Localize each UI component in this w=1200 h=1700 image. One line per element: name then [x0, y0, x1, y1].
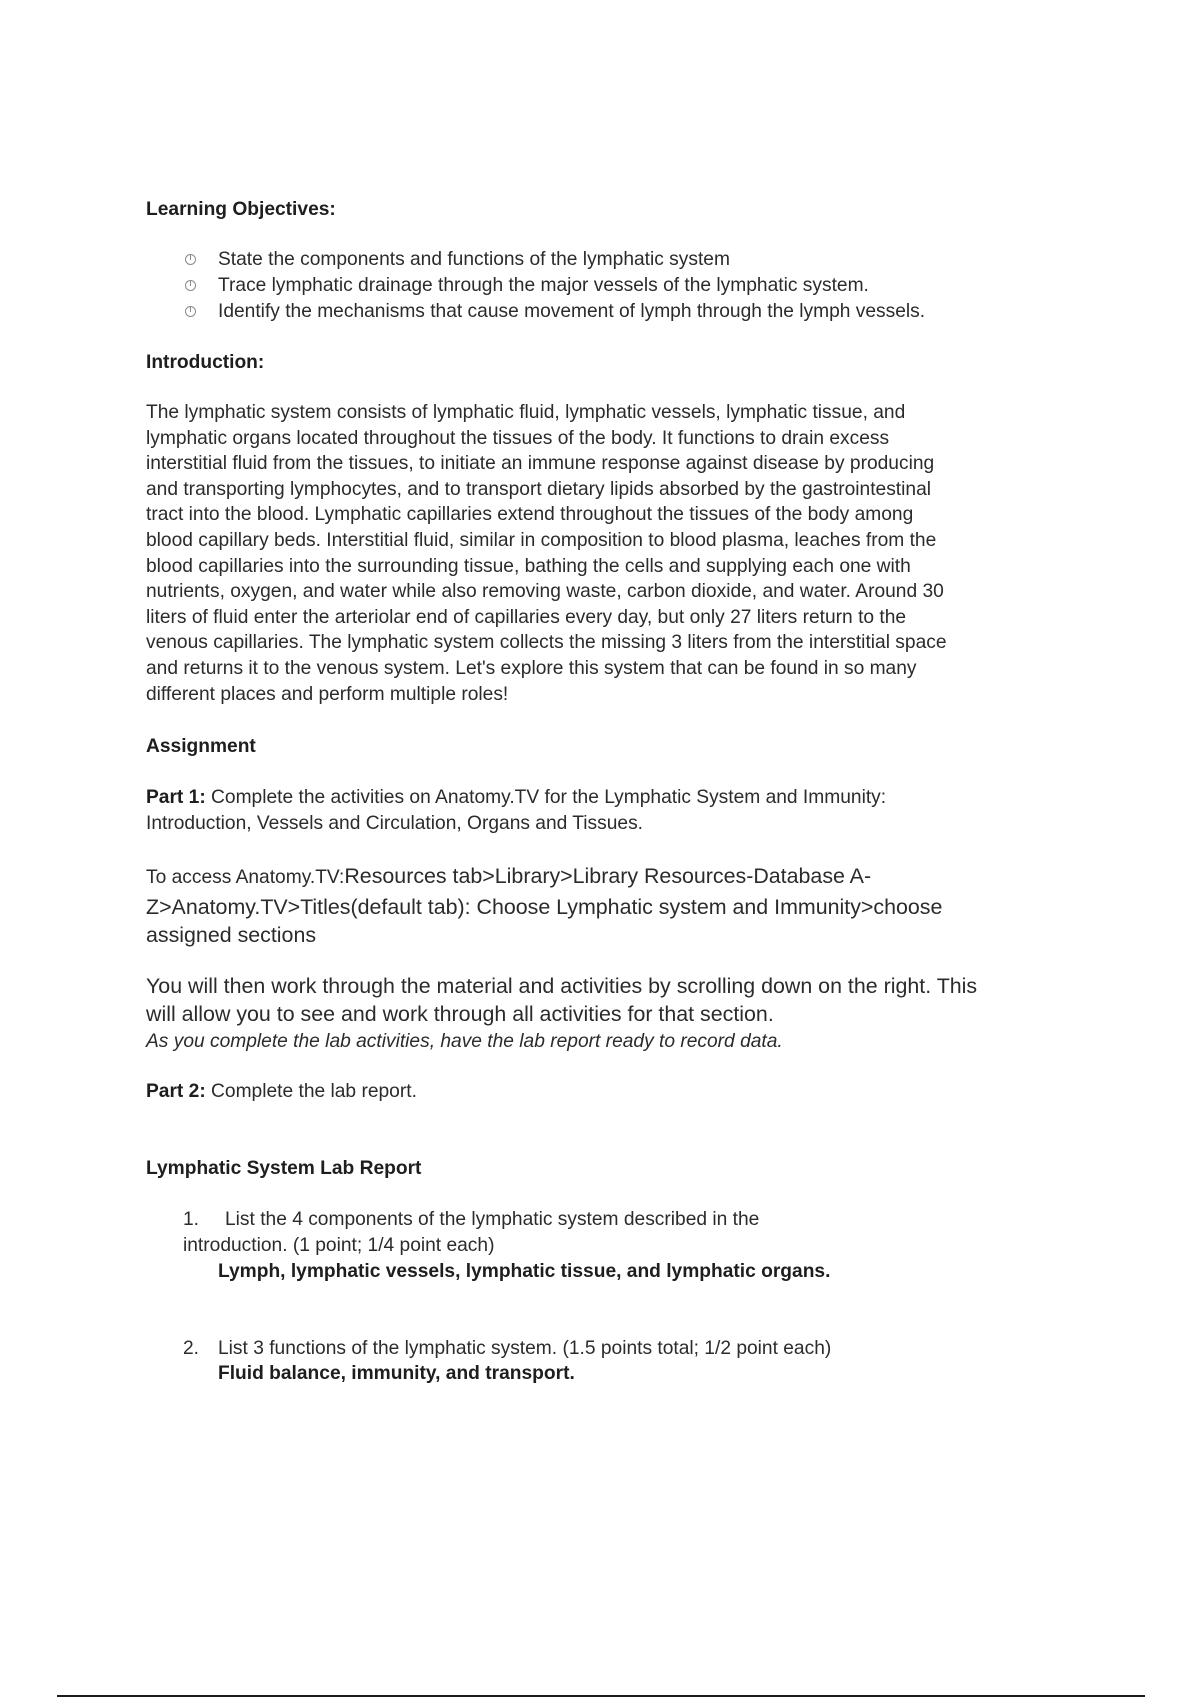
question-text: List the 4 components of the lymphatic system described in the: [225, 1209, 760, 1230]
question-text: List 3 functions of the lymphatic system. (1.5 points total; 1/2 point each): [218, 1338, 832, 1359]
part1-text: Complete the activities on Anatomy.TV for the Lymphatic System and Immunity:: [205, 787, 887, 808]
answer-text: Fluid balance, immunity, and transport.: [218, 1363, 575, 1384]
introduction-heading: Introduction:: [146, 352, 265, 373]
question-number: 1.: [183, 1209, 200, 1230]
part2-text: Complete the lab report.: [205, 1081, 417, 1102]
work-line: You will then work through the material and activities by scrolling down on the right. This: [146, 974, 978, 998]
access-prefix: To access Anatomy.TV:: [146, 867, 345, 888]
clock-bullet-icon: [185, 254, 196, 265]
question-text-line2: introduction. (1 point; 1/4 point each): [183, 1235, 495, 1256]
part1-text-line2: Introduction, Vessels and Circulation, Organs and Tissues.: [146, 812, 644, 834]
learning-objectives-heading: Learning Objectives:: [146, 199, 336, 220]
intro-line: blood capillary beds. Interstitial fluid, similar in composition to blood plasma, leaches from the: [146, 529, 937, 551]
intro-line: and returns it to the venous system. Let's explore this system that can be found in so many: [146, 657, 917, 679]
assignment-heading: Assignment: [146, 736, 256, 757]
intro-line: lymphatic organs located throughout the tissues of the body. It functions to drain excess: [146, 427, 890, 449]
objective-item: Trace lymphatic drainage through the major vessels of the lymphatic system.: [218, 275, 869, 296]
introduction-paragraph: [146, 400, 1086, 707]
answer-text: Lymph, lymphatic vessels, lymphatic tissue, and lymphatic organs.: [218, 1261, 831, 1282]
intro-line: liters of fluid enter the arteriolar end of capillaries every day, but only 27 liters return to the: [146, 606, 907, 628]
lab-report-heading: Lymphatic System Lab Report: [146, 1158, 422, 1179]
access-path-line3: assigned sections: [146, 923, 317, 947]
clock-bullet-icon: [185, 306, 196, 317]
intro-line: blood capillaries into the surrounding tissue, bathing the cells and supplying each one with: [146, 555, 911, 577]
work-instructions: [146, 972, 1086, 1056]
lab-report-note: As you complete the lab activities, have the lab report ready to record data.: [146, 1031, 783, 1052]
access-path: Resources tab>Library>Library Resources-Database A-: [344, 864, 872, 888]
intro-line: different places and perform multiple roles!: [146, 683, 509, 705]
part1-label: Part 1:: [146, 787, 206, 808]
question-number: 2.: [183, 1338, 200, 1359]
intro-line: interstitial fluid from the tissues, to initiate an immune response against disease by producing: [146, 453, 935, 475]
part2-label: Part 2:: [146, 1081, 206, 1102]
page-divider: [57, 1695, 1145, 1697]
intro-line: The lymphatic system consists of lymphatic fluid, lymphatic vessels, lymphatic tissue, and: [146, 402, 906, 423]
intro-line: venous capillaries. The lymphatic system collects the missing 3 liters from the interstitial space: [146, 632, 947, 654]
objective-item: Identify the mechanisms that cause movement of lymph through the lymph vessels.: [218, 301, 926, 322]
part2-paragraph: [146, 1079, 417, 1105]
intro-line: nutrients, oxygen, and water while also removing waste, carbon dioxide, and water. Around 30: [146, 581, 944, 603]
part1-paragraph: [146, 785, 1086, 836]
objective-item: State the components and functions of the lymphatic system: [218, 249, 730, 270]
access-path-line2: Z>Anatomy.TV>Titles(default tab): Choose Lymphatic system and Immunity>choose: [146, 895, 943, 919]
intro-line: tract into the blood. Lymphatic capillaries extend throughout the tissues of the body among: [146, 504, 914, 526]
work-line: will allow you to see and work through all activities for that section.: [146, 1002, 774, 1026]
intro-line: and transporting lymphocytes, and to transport dietary lipids absorbed by the gastrointestinal: [146, 478, 932, 500]
clock-bullet-icon: [185, 280, 196, 291]
access-instructions: [146, 862, 1086, 949]
